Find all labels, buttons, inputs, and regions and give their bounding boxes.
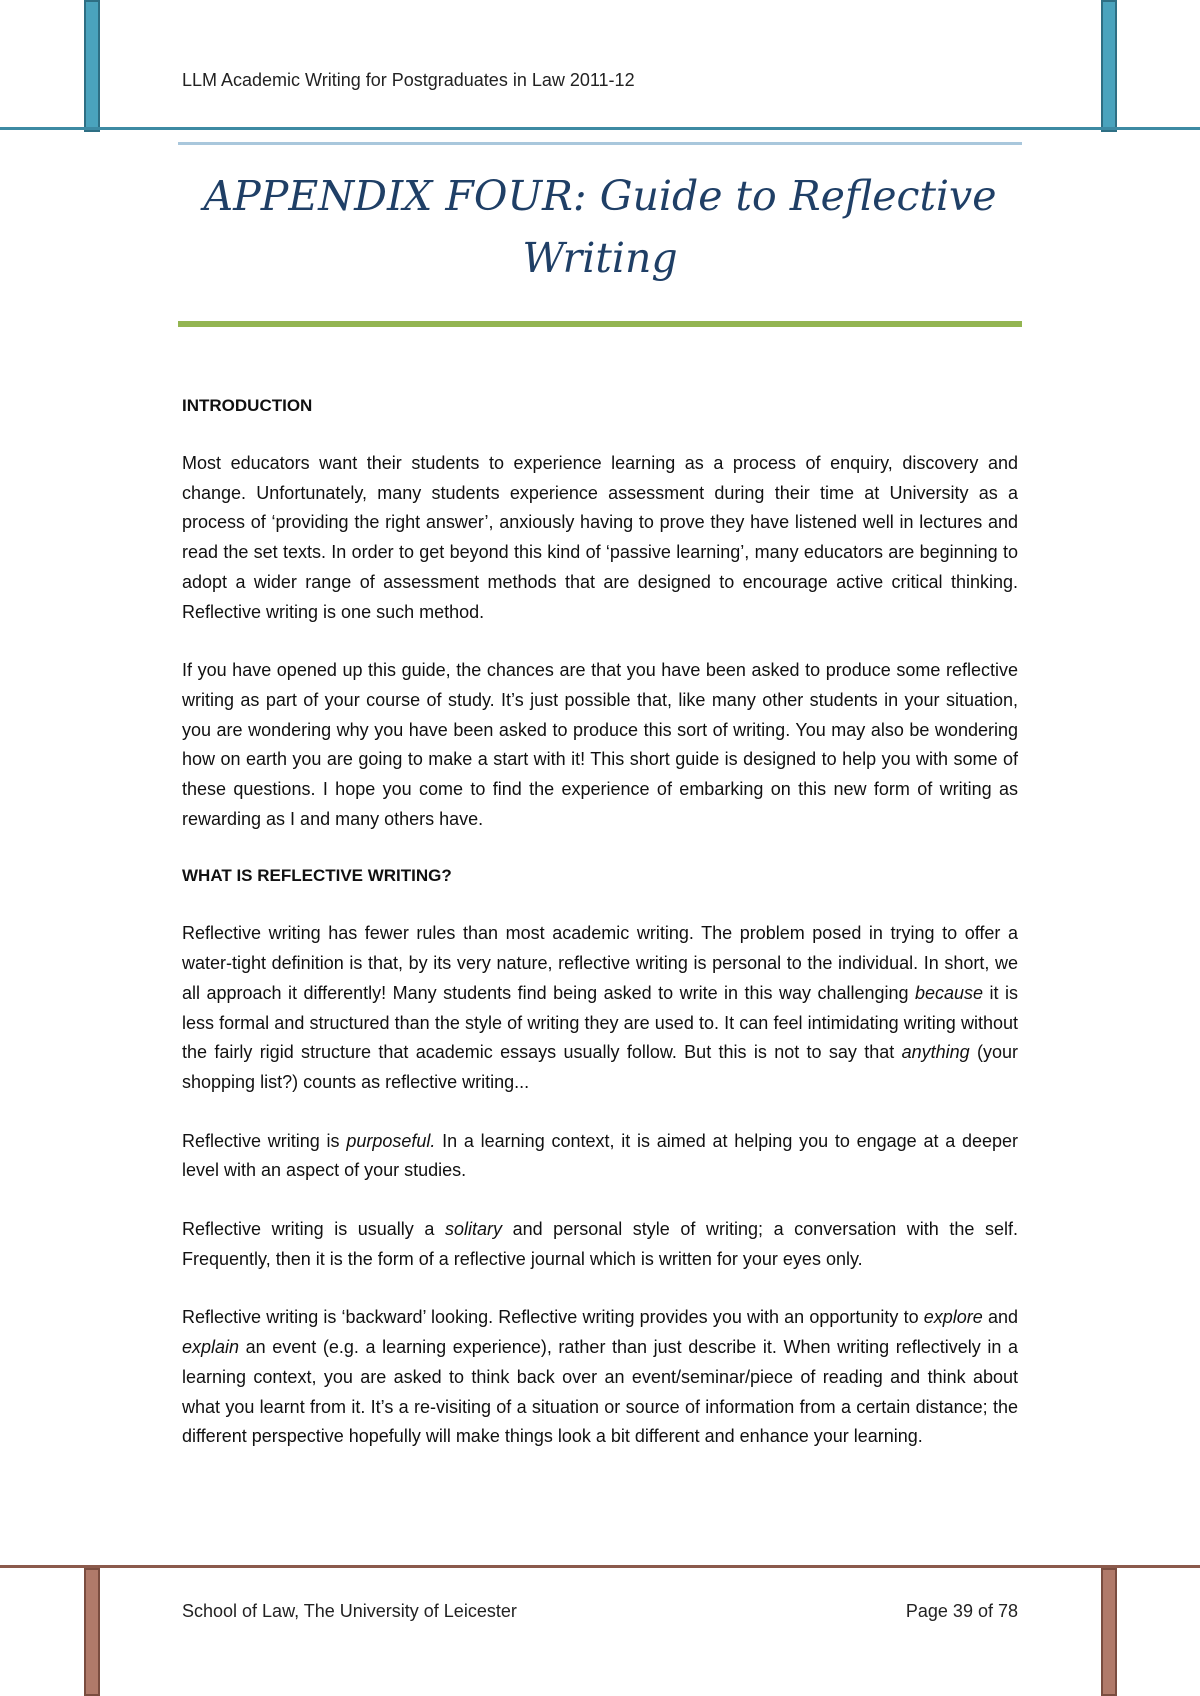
header-rule <box>0 127 1200 130</box>
paragraph-what-2: Reflective writing is purposeful. In a learning context, it is aimed at helping you to engage at a deeper level with an aspect of your studies. <box>182 1130 1019 1181</box>
footer-rule <box>0 1565 1200 1568</box>
paragraph-intro-1: Most educators want their students to experience learning as a process of enquiry, discovery and change. Unfortunately, many students experience assessment during their time at University as a process of ‘providing the right answer’, anxiously having to prove they have listened well in lectures and read the set texts. In order to get beyond this kind of ‘passive learning’, many educators are beginning to adopt a wider range of assessment methods that are designed to encourage active critical thinking. Reflective writing is one such method. <box>182 453 1018 622</box>
paragraph-what-3: Reflective writing is usually a solitary and personal style of writing; a conversation with the self. Frequently, then it is the form of a reflective journal which is written for your eyes only. <box>182 1219 1018 1269</box>
paragraph-what-4: Reflective writing is ‘backward’ looking. Reflective writing provides you with an opportunity to explore and explain an event (e.g. a learning experience), rather than just describe it. When writing reflectively in a learning context, you are asked to think back over an event/seminar/piece of reading and think about what you learnt from it. It’s a re-visiting of a situation or source of information from a certain distance; the different perspective hopefully will make things look a bit different and enhance your learning. <box>182 1307 1018 1447</box>
title-top-rule <box>178 142 1022 145</box>
page-title-line1: APPENDIX FOUR: Guide to Reflective <box>203 172 997 220</box>
section-heading-introduction: INTRODUCTION <box>182 396 313 415</box>
running-header: LLM Academic Writing for Postgraduates in Law 2011-12 <box>182 70 635 90</box>
header-bar-right <box>1101 0 1117 132</box>
page-title-line2: Writing <box>522 234 678 282</box>
footer-bar-left <box>84 1568 100 1696</box>
footer-page-number: Page 39 of 78 <box>905 1601 1018 1621</box>
header-bar-left <box>84 0 100 132</box>
page-title <box>178 165 1022 289</box>
paragraph-what-1: Reflective writing has fewer rules than most academic writing. The problem posed in trying to offer a water-tight definition is that, by its very nature, reflective writing is personal to the individual. In short, we all approach it differently! Many students find being asked to write in this way challenging because it is less formal and structured than the style of writing they are used to. It can feel intimidating writing without the fairly rigid structure that academic essays usually follow. But this is not to say that anything (your shopping list?) counts as reflective writing... <box>182 923 1018 1092</box>
title-bottom-rule <box>178 321 1022 327</box>
paragraph-intro-2: If you have opened up this guide, the chances are that you have been asked to produce some reflective writing as part of your course of study. It’s just possible that, like many other students in your situation, you are wondering why you have been asked to produce this sort of writing. You may also be wondering how on earth you are going to make a start with it! This short guide is designed to help you with some of these questions. I hope you come to find the experience of embarking on this new form of writing as rewarding as I and many others have. <box>182 660 1018 829</box>
footer-institution: School of Law, The University of Leicester <box>182 1601 517 1621</box>
document-body <box>182 393 1018 1481</box>
section-heading-what-is: WHAT IS REFLECTIVE WRITING? <box>182 866 452 886</box>
footer-bar-right <box>1101 1568 1117 1696</box>
